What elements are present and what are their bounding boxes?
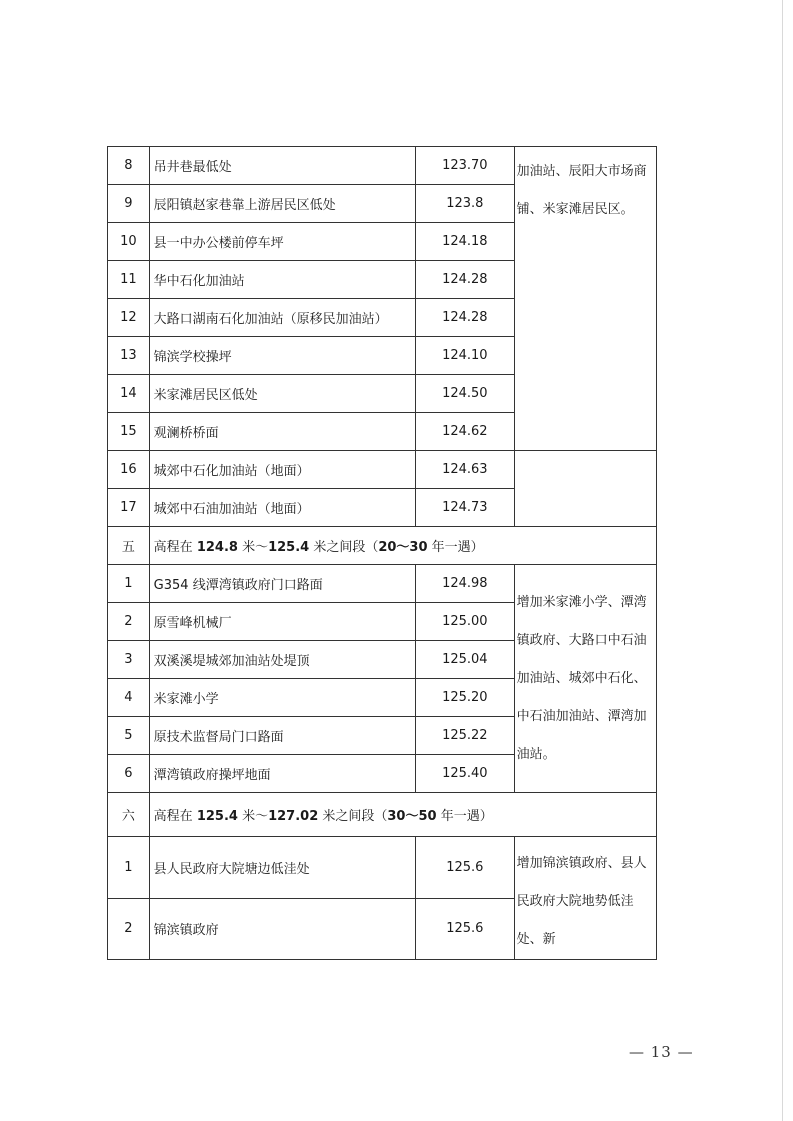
elevation-value: 124.28 [416, 261, 515, 299]
elevation-value: 125.40 [416, 755, 515, 793]
page-edge-line [782, 0, 783, 1121]
row-number: 8 [108, 147, 150, 185]
location-name: 县人民政府大院塘边低洼处 [149, 837, 415, 899]
elevation-value: 124.10 [416, 337, 515, 375]
elevation-value: 124.98 [416, 565, 515, 603]
section-title-text: 米之间段（ [309, 540, 379, 555]
row-number: 13 [108, 337, 150, 375]
location-name: 吊井巷最低处 [149, 147, 415, 185]
row-number: 2 [108, 898, 150, 960]
location-name: 城郊中石油加油站（地面） [149, 489, 415, 527]
section5-note: 增加米家滩小学、潭湾镇政府、大路口中石油加油站、城郊中石化、中石油加油站、潭湾加油站。 [514, 565, 656, 793]
section-title-value: 124.8 [196, 540, 238, 555]
group-a-note: 加油站、辰阳大市场商铺、米家滩居民区。 [514, 147, 656, 451]
row-number: 1 [108, 565, 150, 603]
row-number: 6 [108, 755, 150, 793]
elevation-value: 124.28 [416, 299, 515, 337]
elevation-value: 124.50 [416, 375, 515, 413]
elevation-value: 125.6 [416, 898, 515, 960]
section6-note: 增加锦滨镇政府、县人民政府大院地势低洼处、新 [514, 837, 656, 960]
section-title-text: 年一遇） [436, 809, 493, 824]
section-title-value: 127.02 [268, 809, 319, 824]
location-name: 潭湾镇政府操坪地面 [149, 755, 415, 793]
location-name: 城郊中石化加油站（地面） [149, 451, 415, 489]
row-number: 9 [108, 185, 150, 223]
location-name: 米家滩居民区低处 [149, 375, 415, 413]
elevation-value: 124.62 [416, 413, 515, 451]
section-header-row [108, 793, 657, 837]
row-number: 1 [108, 837, 150, 899]
location-name: 华中石化加油站 [149, 261, 415, 299]
row-number: 5 [108, 717, 150, 755]
section-title-text: 年一遇） [427, 540, 484, 555]
location-name: 辰阳镇赵家巷靠上游居民区低处 [149, 185, 415, 223]
group-b-note [514, 451, 656, 527]
location-name: 锦滨镇政府 [149, 898, 415, 960]
table-row [108, 451, 657, 489]
section-title-value: 125.4 [268, 540, 310, 555]
section-header-row [108, 527, 657, 565]
elevation-value: 124.18 [416, 223, 515, 261]
location-name: 双溪溪堤城郊加油站处堤顶 [149, 641, 415, 679]
row-number: 2 [108, 603, 150, 641]
section-title [149, 793, 656, 837]
elevation-value: 123.8 [416, 185, 515, 223]
section-title-text: 米～ [237, 540, 269, 555]
elevation-value: 125.00 [416, 603, 515, 641]
row-number: 15 [108, 413, 150, 451]
row-number: 12 [108, 299, 150, 337]
location-name: 县一中办公楼前停车坪 [149, 223, 415, 261]
section-title-text: 米～ [237, 809, 269, 824]
elevation-value: 124.73 [416, 489, 515, 527]
row-number: 3 [108, 641, 150, 679]
page-number: — 13 — [629, 1043, 694, 1061]
location-name: G354 线潭湾镇政府门口路面 [149, 565, 415, 603]
elevation-value: 125.04 [416, 641, 515, 679]
elevation-table [107, 146, 657, 960]
section-title-value: 30～50 [387, 809, 437, 824]
row-number: 14 [108, 375, 150, 413]
section-title-value: 20～30 [378, 540, 428, 555]
table-row [108, 837, 657, 899]
section-title-value: 125.4 [196, 809, 238, 824]
row-number: 16 [108, 451, 150, 489]
elevation-value: 125.6 [416, 837, 515, 899]
table-row [108, 147, 657, 185]
elevation-value: 125.22 [416, 717, 515, 755]
elevation-value: 125.20 [416, 679, 515, 717]
table-row [108, 565, 657, 603]
location-name: 锦滨学校操坪 [149, 337, 415, 375]
section-title-text: 高程在 [153, 809, 197, 824]
row-number: 10 [108, 223, 150, 261]
location-name: 米家滩小学 [149, 679, 415, 717]
section-index: 五 [108, 527, 150, 565]
row-number: 4 [108, 679, 150, 717]
elevation-value: 123.70 [416, 147, 515, 185]
section-index: 六 [108, 793, 150, 837]
section-title [149, 527, 656, 565]
section-title-text: 高程在 [153, 540, 197, 555]
row-number: 17 [108, 489, 150, 527]
location-name: 大路口湖南石化加油站（原移民加油站） [149, 299, 415, 337]
row-number: 11 [108, 261, 150, 299]
elevation-value: 124.63 [416, 451, 515, 489]
section-title-text: 米之间段（ [318, 809, 388, 824]
location-name: 原技术监督局门口路面 [149, 717, 415, 755]
location-name: 观澜桥桥面 [149, 413, 415, 451]
location-name: 原雪峰机械厂 [149, 603, 415, 641]
